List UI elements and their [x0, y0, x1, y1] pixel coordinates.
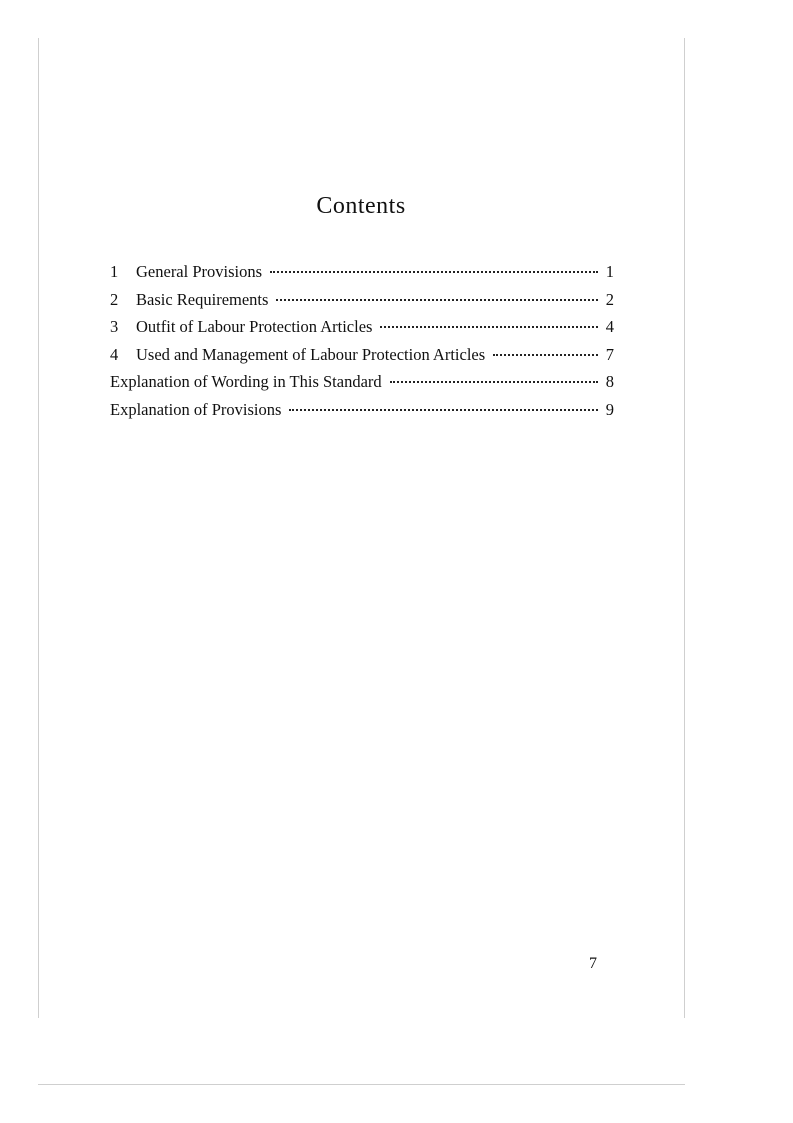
- toc-entry-explanation-of-wording[interactable]: [110, 372, 614, 400]
- toc-entry-basic-requirements[interactable]: [110, 290, 614, 318]
- toc-entry-page: 1: [605, 262, 614, 281]
- toc-entry-title: Used and Management of Labour Protection Articles: [136, 344, 486, 364]
- toc-entry-title: Basic Requirements: [136, 289, 269, 309]
- toc-entry-number: 3: [110, 317, 119, 337]
- toc-leader-dots: [270, 271, 598, 273]
- toc-entry-explanation-of-provisions[interactable]: [110, 400, 614, 428]
- toc-leader-dots: [276, 299, 598, 301]
- toc-entry-page: 2: [605, 289, 614, 309]
- page-number: 7: [589, 955, 597, 972]
- toc-entry-title: Explanation of Provisions: [110, 399, 282, 419]
- toc-entry-general-provisions[interactable]: [110, 262, 614, 290]
- page-left-border: [38, 38, 39, 1018]
- toc-entry-number: 1: [110, 262, 119, 281]
- toc-entry-title: General Provisions: [136, 262, 263, 281]
- table-of-contents: [110, 262, 614, 428]
- toc-entry-page: 7: [605, 344, 614, 364]
- toc-entry-number: 4: [110, 344, 119, 364]
- toc-leader-dots: [289, 409, 598, 411]
- toc-leader-dots: [390, 381, 598, 383]
- toc-entry-number: 2: [110, 289, 119, 309]
- toc-entry-page: 4: [605, 317, 614, 337]
- toc-entry-title: Explanation of Wording in This Standard: [110, 372, 382, 392]
- page-title: Contents: [316, 193, 406, 219]
- toc-entry-outfit[interactable]: [110, 317, 614, 345]
- page-bottom-border: [38, 1084, 685, 1085]
- toc-entry-page: 9: [605, 399, 614, 419]
- toc-entry-title: Outfit of Labour Protection Articles: [136, 317, 373, 337]
- toc-entry-used-and-management[interactable]: [110, 345, 614, 373]
- toc-entry-page: 8: [605, 372, 614, 392]
- toc-leader-dots: [493, 354, 598, 356]
- toc-leader-dots: [380, 326, 598, 328]
- page-right-border: [684, 38, 685, 1018]
